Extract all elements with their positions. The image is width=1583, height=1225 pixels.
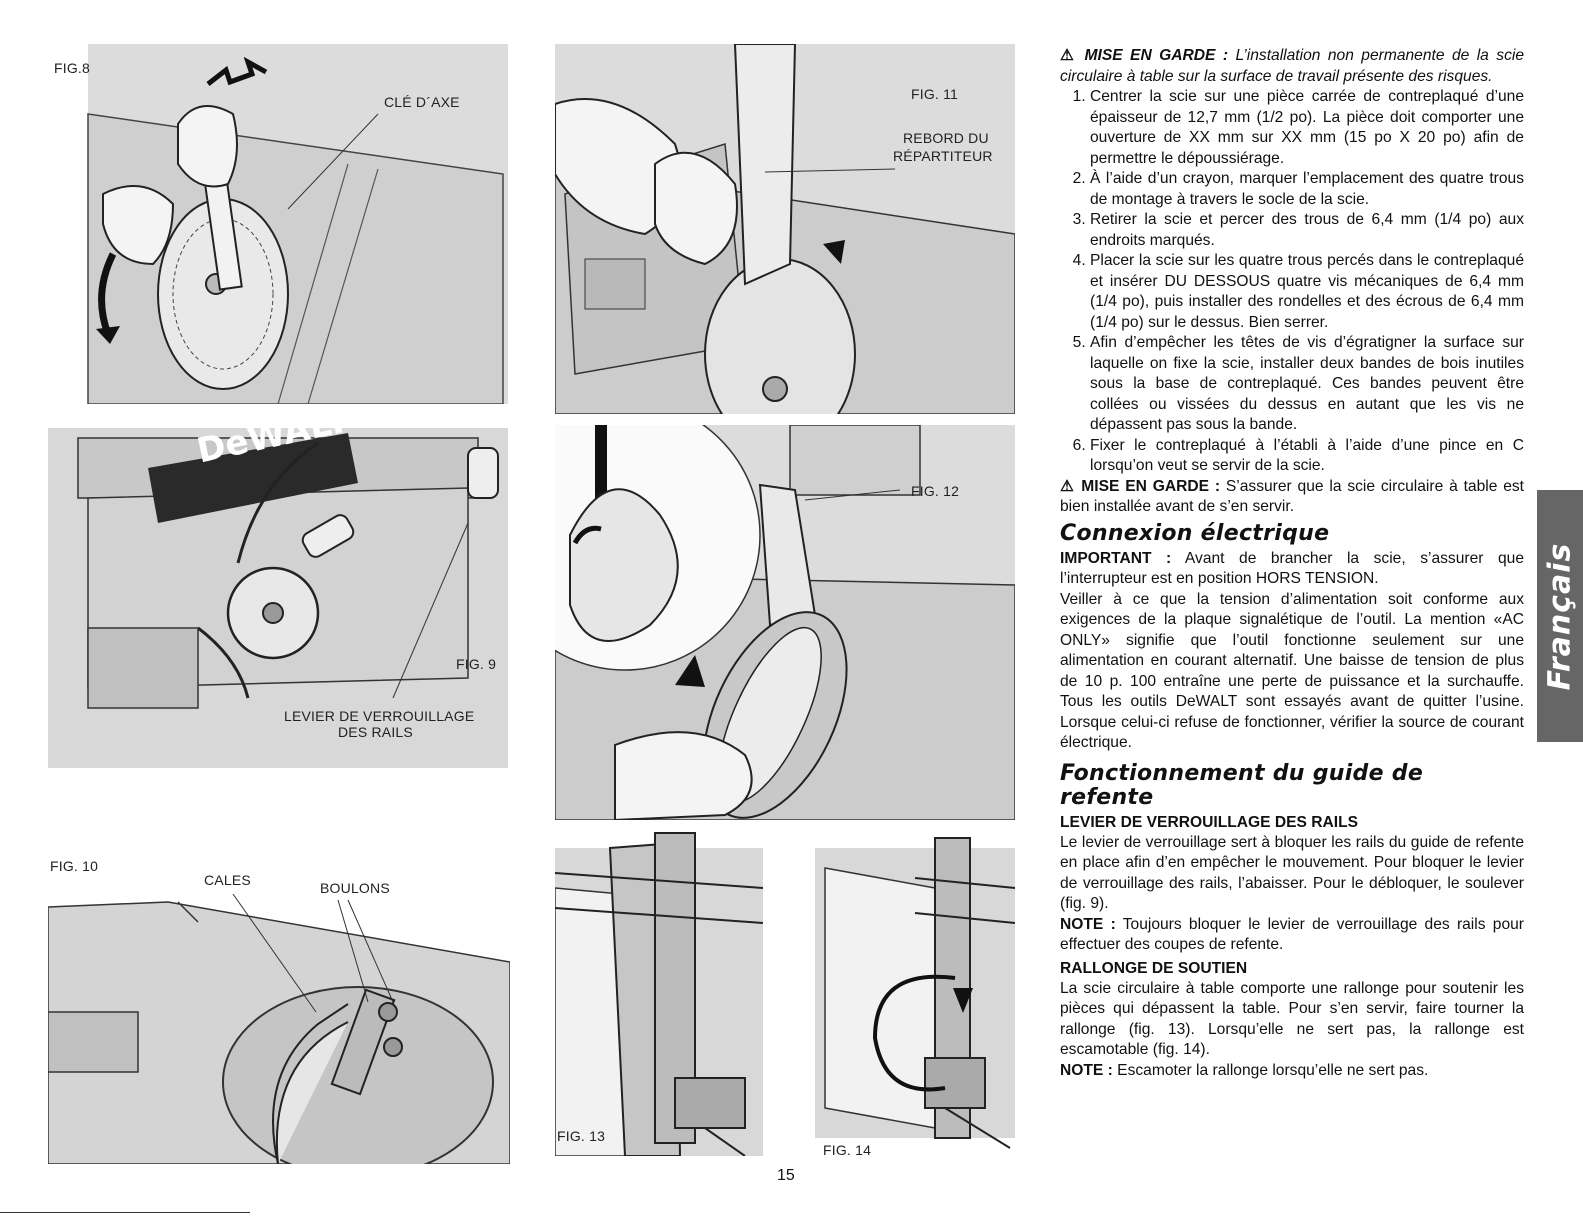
figure-14-drawing bbox=[805, 828, 1015, 1156]
figure-12-label: FIG. 12 bbox=[911, 483, 960, 499]
section-heading-electrical: Connexion électrique bbox=[1060, 520, 1330, 546]
important-note bbox=[1060, 549, 1524, 590]
note-2-head: NOTE : bbox=[1060, 1061, 1113, 1079]
voltage-paragraph: Veiller à ce que la tension d’alimentation soit conforme aux exigences de la plaque signalétique de l’outil. La mention «AC ONLY» signifie que l’outil fonctionne seulement sur une alimentation en courant alternatif. Une baisse de tension de plus de 10 p. 100 entraîne une perte de puissance et la surchauffe. Tous les outils DeWALT sont essayés avant de quitter l’usine. Lorsque celui-ci refuse de fonctionner, vérifier la source de courant électrique. bbox=[1060, 590, 1524, 751]
figure-9-callout-line2: DES RAILS bbox=[338, 724, 413, 740]
step-6: 6. Fixer le contreplaqué à l’établi à l’aide d’une pince en C lorsqu’on veut se servir de la scie. bbox=[1090, 436, 1524, 477]
figure-10-callout-boulons: BOULONS bbox=[320, 880, 390, 896]
important-body: Avant de brancher la scie, s’assurer que l’interrupteur est en position HORS TENSION. bbox=[1060, 549, 1524, 587]
figure-14 bbox=[805, 828, 1015, 1156]
step-5: 5. Afin d’empêcher les têtes de vis d’égratigner la surface sur laquelle on fixe la scie, installer deux bandes de bois inutiles sous la base de contreplaqué. Ces bandes peuvent être collées ou vissées du dessus en autant que les vis ne dépassent pas sous la bande. bbox=[1090, 333, 1524, 436]
step-3: 3. Retirer la scie et percer des trous de 6,4 mm (1/4 po) aux endroits marqués. bbox=[1090, 210, 1524, 251]
warning-2-head: MISE EN GARDE : bbox=[1081, 477, 1221, 495]
figure-10-drawing bbox=[48, 852, 510, 1164]
warning-1-head: MISE EN GARDE : bbox=[1084, 47, 1229, 64]
figure-11 bbox=[555, 44, 1015, 414]
figure-11-callout-line2: RÉPARTITEUR bbox=[893, 148, 993, 164]
page-number: 15 bbox=[777, 1167, 795, 1184]
warning-1-icon: ⚠ bbox=[1060, 47, 1078, 64]
figure-14-label: FIG. 14 bbox=[823, 1142, 872, 1156]
note-1 bbox=[1060, 915, 1524, 956]
figure-13-drawing bbox=[555, 828, 763, 1156]
figure-10 bbox=[48, 852, 510, 1164]
rail-lock-paragraph: Le levier de verrouillage sert à bloquer les rails du guide de refente en place afin d’en empêcher le mouvement. Pour bloquer le levier de verrouillage des rails, l’abaisser. Pour le débloquer, le soulever (fig. 9). bbox=[1060, 833, 1524, 912]
step-2: 2. À l’aide d’un crayon, marquer l’emplacement des quatre trous de montage à travers le socle de la scie. bbox=[1090, 169, 1524, 210]
figure-11-callout-line1: REBORD DU bbox=[903, 130, 989, 146]
figure-12 bbox=[555, 425, 1015, 820]
note-1-body: Toujours bloquer le levier de verrouillage des rails pour effectuer des coupes de refente. bbox=[1060, 915, 1524, 953]
warning-2 bbox=[1060, 477, 1524, 518]
figure-9-label: FIG. 9 bbox=[456, 656, 497, 672]
figure-11-label: FIG. 11 bbox=[911, 86, 959, 102]
figure-8-label: FIG.8 bbox=[54, 60, 91, 76]
figure-13 bbox=[555, 828, 763, 1156]
warning-1 bbox=[1060, 46, 1524, 87]
figure-9 bbox=[48, 428, 508, 768]
figure-13-label: FIG. 13 bbox=[557, 1128, 606, 1144]
important-head: IMPORTANT : bbox=[1060, 549, 1172, 567]
footer-rule bbox=[0, 1212, 250, 1213]
figure-8 bbox=[48, 44, 508, 404]
support-extension-paragraph: La scie circulaire à table comporte une rallonge pour soutenir les pièces qui dépassent la table. Pour s’en servir, faire tourner la rallonge (fig. 13). Lorsqu’elle ne sert pas, la rallonge est escamotable (fig. 14). bbox=[1060, 979, 1524, 1058]
step-1: 1. Centrer la scie sur une pièce carrée de contreplaqué d’une épaisseur de 12,7 mm (1/2 po). La pièce doit comporter une ouverture de XX mm sur XX mm (15 po X 20 po) afin de permettre le dépoussiérage. bbox=[1090, 87, 1524, 169]
warning-1-body: L’installation non permanente de la scie circulaire à table sur la surface de travail présente des risques. bbox=[1060, 47, 1524, 85]
language-side-tab bbox=[1537, 490, 1583, 742]
section-heading-rip-fence: Fonctionnement du guide de refente bbox=[1060, 760, 1424, 810]
figure-10-label: FIG. 10 bbox=[50, 858, 99, 874]
note-2 bbox=[1060, 1061, 1524, 1082]
subheading-rail-lock: LEVIER DE VERROUILLAGE DES RAILS bbox=[1060, 813, 1359, 831]
figure-8-callout: CLÉ D´AXE bbox=[384, 94, 460, 110]
warning-2-body: S’assurer que la scie circulaire à table est bien installée avant de s’en servir. bbox=[1060, 477, 1524, 515]
language-side-tab-label: Français bbox=[1542, 542, 1578, 690]
step-4: 4. Placer la scie sur les quatre trous percés dans le contreplaqué et insérer DU DESSOUS quatre vis mécaniques de 6,4 mm (1/4 po), puis installer des rondelles et des écrous de 6,4 mm (1/4 po) sur le dessus. Bien serrer. bbox=[1090, 251, 1524, 333]
figure-9-callout-line1: LEVIER DE VERROUILLAGE bbox=[284, 708, 475, 724]
text-column bbox=[1060, 46, 1524, 1081]
figure-10-callout-cales: CALES bbox=[204, 872, 251, 888]
install-steps bbox=[1060, 87, 1524, 477]
subheading-support-extension: RALLONGE DE SOUTIEN bbox=[1060, 959, 1248, 977]
note-1-head: NOTE : bbox=[1060, 915, 1116, 933]
note-2-body: Escamoter la rallonge lorsqu’elle ne sert pas. bbox=[1112, 1061, 1429, 1079]
warning-2-icon: ⚠ bbox=[1060, 477, 1076, 495]
